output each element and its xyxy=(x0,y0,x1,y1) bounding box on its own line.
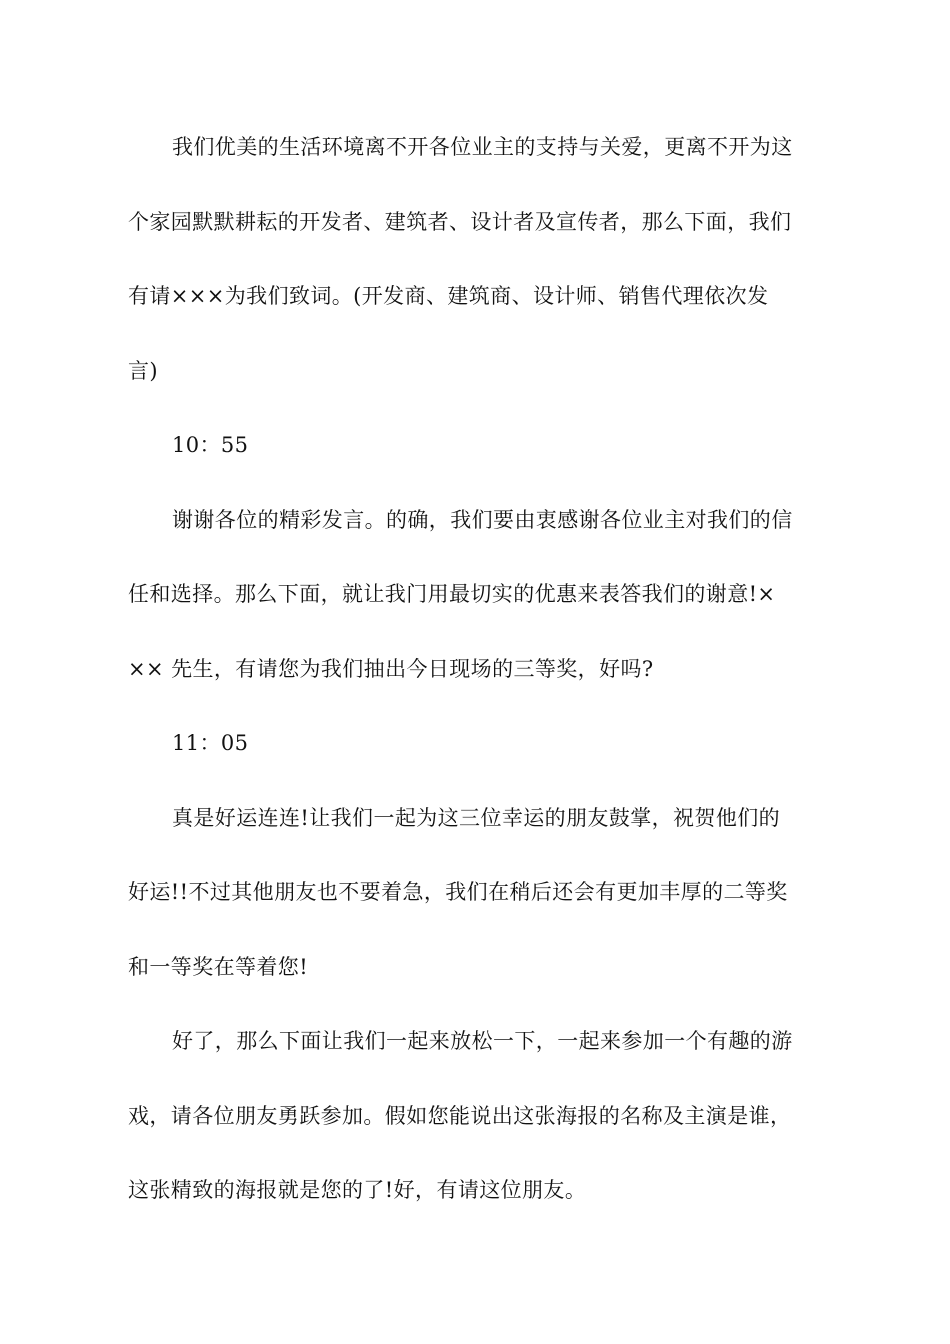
text-line: 好了，那么下面让我们一起来放松一下，一起来参加一个有趣的游 xyxy=(172,1029,793,1053)
text-line: 谢谢各位的精彩发言。的确，我们要由衷感谢各位业主对我们的信 xyxy=(172,507,793,532)
paragraph-poster-game xyxy=(128,1004,822,1228)
text-line: ×× 先生，有请您为我们抽出今日现场的三等奖，好吗? xyxy=(128,656,654,681)
text-line: 我们优美的生活环境离不开各位业主的支持与关爱，更离不开为这 xyxy=(172,135,793,159)
text-line: 个家园默默耕耘的开发者、建筑者、设计者及宣传者，那么下面，我们 xyxy=(128,209,792,234)
time-marker: 11：05 xyxy=(172,731,249,755)
text-line: 这张精致的海报就是您的了!好，有请这位朋友。 xyxy=(128,1178,587,1202)
paragraph-thanks-third-prize xyxy=(128,483,822,707)
text-line: 和一等奖在等着您! xyxy=(128,954,309,979)
document-body xyxy=(128,110,822,1228)
text-line: 有请×××为我们致词。(开发商、建筑商、设计师、销售代理依次发 xyxy=(128,284,769,308)
paragraph-good-luck xyxy=(128,781,822,1005)
text-line: 戏，请各位朋友勇跃参加。假如您能说出这张海报的名称及主演是谁， xyxy=(128,1103,792,1128)
text-line: 任和选择。那么下面，就让我门用最切实的优惠来表答我们的谢意!× xyxy=(128,582,776,606)
text-line: 真是好运连连!让我们一起为这三位幸运的朋友鼓掌，祝贺他们的 xyxy=(172,805,781,830)
text-line: 言) xyxy=(128,358,158,383)
time-marker: 10：55 xyxy=(172,433,249,457)
text-line: 好运!!不过其他朋友也不要着急，我们在稍后还会有更加丰厚的二等奖 xyxy=(128,880,788,904)
paragraph-opening-remarks xyxy=(128,110,822,408)
